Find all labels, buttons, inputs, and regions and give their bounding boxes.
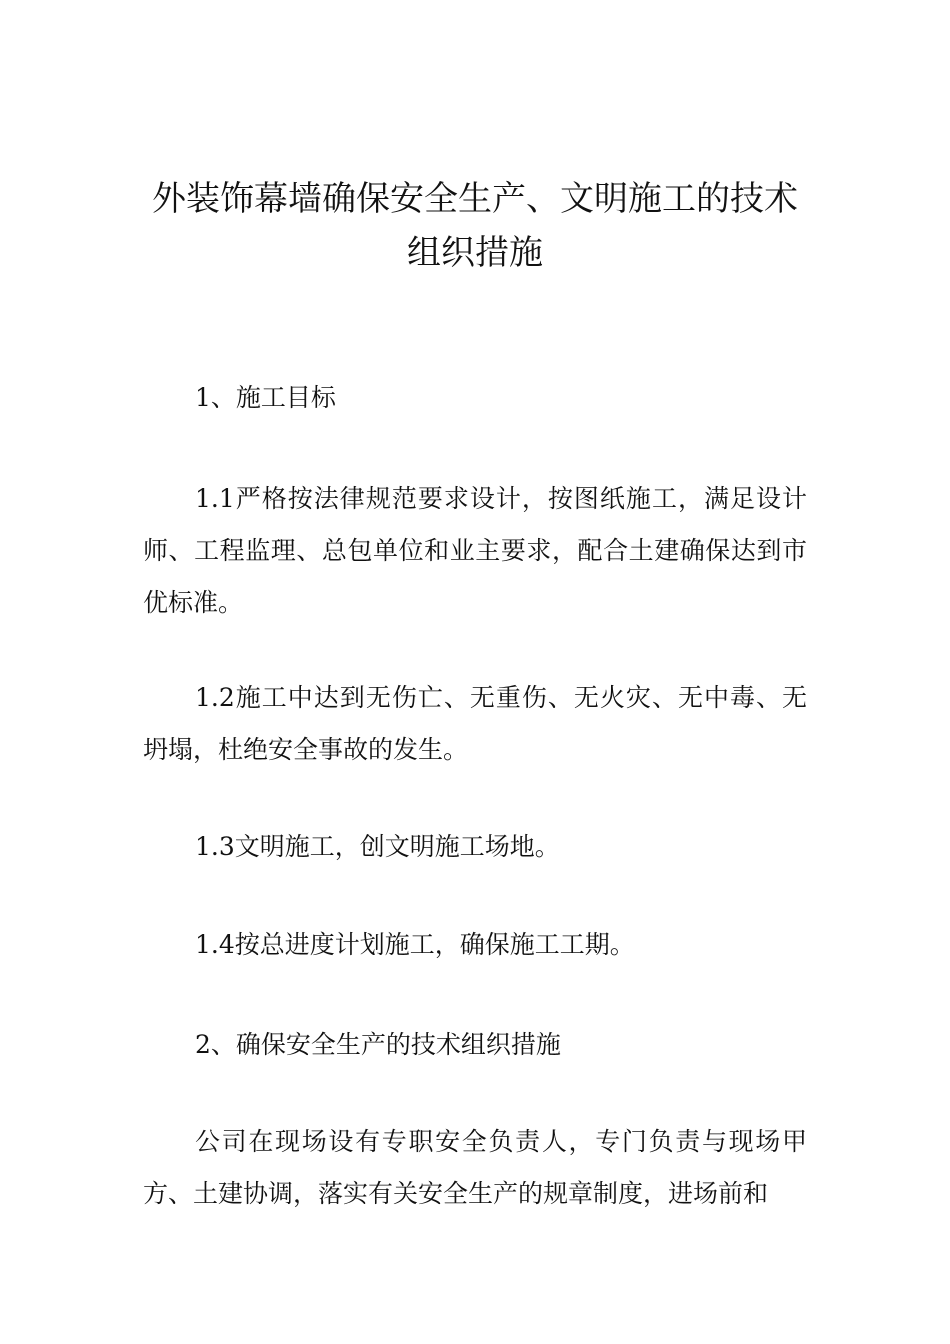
- section-heading-2: 2、确保安全生产的技术组织措施: [195, 1030, 561, 1059]
- document-title: 外装饰幕墙确保安全生产、文明施工的技术组织措施: [152, 179, 798, 273]
- paragraph-1-2: 1.2施工中达到无伤亡、无重伤、无火灾、无中毒、无坍塌，杜绝安全事故的发生。: [143, 683, 807, 764]
- paragraph-1-3: 1.3文明施工，创文明施工场地。: [195, 832, 560, 861]
- paragraph-1-4: 1.4按总进度计划施工，确保施工工期。: [195, 930, 635, 959]
- paragraph-2-intro: 公司在现场设有专职安全负责人，专门负责与现场甲方、土建协调，落实有关安全生产的规章制度，进场前和: [143, 1127, 807, 1208]
- section-heading-1: 1、施工目标: [195, 383, 336, 412]
- paragraph-1-1: 1.1严格按法律规范要求设计，按图纸施工，满足设计师、工程监理、总包单位和业主要求，配合土建确保达到市优标准。: [143, 484, 807, 617]
